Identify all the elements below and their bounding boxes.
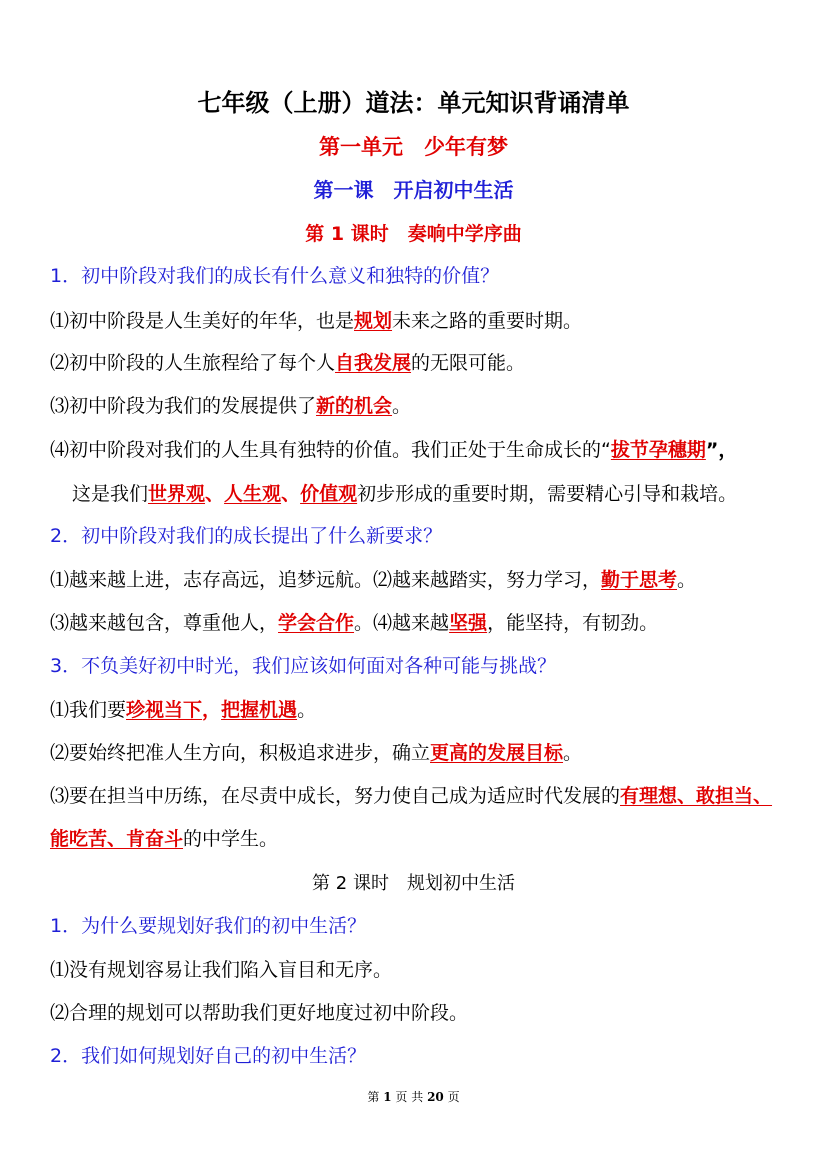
question-2: 2．初中阶段对我们的成长提出了什么新要求？ (50, 525, 443, 547)
question-1: 1．初中阶段对我们的成长有什么意义和独特的价值？ (50, 265, 500, 287)
answer-3-3 (50, 783, 772, 809)
text: ⑷初中阶段对我们的人生具有独特的价值。我们正处于生命成长的“ (50, 439, 611, 461)
answer-2-1-2: ⑵合理的规划可以帮助我们更好地度过初中阶段。 (50, 1002, 469, 1024)
text: 、 (205, 483, 225, 505)
question-2-2: 2．我们如何规划好自己的初中生活？ (50, 1045, 367, 1067)
footer-text: 页 共 (395, 1090, 424, 1104)
answer-2-1 (50, 567, 696, 593)
text: 。 (563, 742, 583, 764)
keyword: 拔节孕穗期 (610, 439, 706, 461)
answer-3-3-continued (50, 826, 278, 852)
keyword: 价值观 (300, 483, 358, 505)
question-2-1: 1．为什么要规划好我们的初中生活？ (50, 915, 367, 937)
keyword: 能吃苦、肯奋斗 (50, 828, 184, 850)
text: 未来之路的重要时期。 (392, 310, 583, 332)
keyword: 新的机会 (316, 395, 393, 417)
text: ⑶要在担当中历练，在尽责中成长，努力使自己成为适应时代发展的 (50, 785, 621, 807)
keyword: 人生观 (224, 483, 282, 505)
text: ⑵初中阶段的人生旅程给了每个人 (50, 352, 336, 374)
text: ， (202, 699, 222, 721)
keyword: 自我发展 (335, 352, 412, 374)
text: 。⑷越来越 (354, 612, 450, 634)
page-footer (0, 1084, 827, 1110)
text: 的中学生。 (183, 828, 279, 850)
keyword: 规划 (354, 310, 393, 332)
text: 初步形成的重要时期，需要精心引导和栽培。 (357, 483, 738, 505)
footer-text: 第 (367, 1090, 380, 1104)
answer-1-3 (50, 393, 411, 419)
text: ⑶越来越包含，尊重他人， (50, 612, 279, 634)
page-number: 1 (383, 1090, 392, 1104)
text: ”， (705, 439, 738, 461)
footer-text: 页 (447, 1090, 460, 1104)
answer-2-1-1: ⑴没有规划容易让我们陷入盲目和无序。 (50, 959, 393, 981)
period-heading: 第 1 课时 奏响中学序曲 (305, 223, 522, 245)
text: 、 (281, 483, 301, 505)
keyword: 把握机遇 (221, 699, 298, 721)
question-3: 3．不负美好初中时光，我们应该如何面对各种可能与挑战？ (50, 655, 557, 677)
period-2-heading: 第 2 课时 规划初中生活 (312, 873, 515, 894)
keyword: 有理想、敢担当、 (620, 785, 773, 807)
text: 的无限可能。 (411, 352, 526, 374)
lesson-heading: 第一课 开启初中生活 (313, 178, 514, 202)
text: 。 (297, 699, 317, 721)
text: ⑴初中阶段是人生美好的年华，也是 (50, 310, 355, 332)
text: ⑵要始终把准人生方向，积极追求进步，确立 (50, 742, 431, 764)
keyword: 勤于思考 (601, 569, 678, 591)
text: 。 (677, 569, 697, 591)
answer-1-2 (50, 350, 525, 376)
text: ，能坚持，有韧劲。 (487, 612, 659, 634)
answer-3-2 (50, 740, 582, 766)
document-title: 七年级（上册）道法：单元知识背诵清单 (197, 89, 630, 117)
answer-1-4-continued (72, 481, 737, 507)
answer-2-2 (50, 610, 658, 636)
text: ⑶初中阶段为我们的发展提供了 (50, 395, 317, 417)
unit-heading: 第一单元 少年有梦 (319, 135, 508, 159)
answer-1-1 (50, 308, 582, 334)
text: ⑴我们要 (50, 699, 127, 721)
total-pages: 20 (427, 1090, 444, 1104)
keyword: 珍视当下 (126, 699, 203, 721)
keyword: 学会合作 (278, 612, 355, 634)
text: ⑴越来越上进，志存高远，追梦远航。⑵越来越踏实，努力学习， (50, 569, 602, 591)
answer-1-4 (50, 437, 737, 463)
keyword: 坚强 (449, 612, 488, 634)
text: 。 (392, 395, 412, 417)
answer-3-1 (50, 697, 316, 723)
keyword: 更高的发展目标 (430, 742, 564, 764)
keyword: 世界观 (148, 483, 206, 505)
text: 这是我们 (72, 483, 149, 505)
